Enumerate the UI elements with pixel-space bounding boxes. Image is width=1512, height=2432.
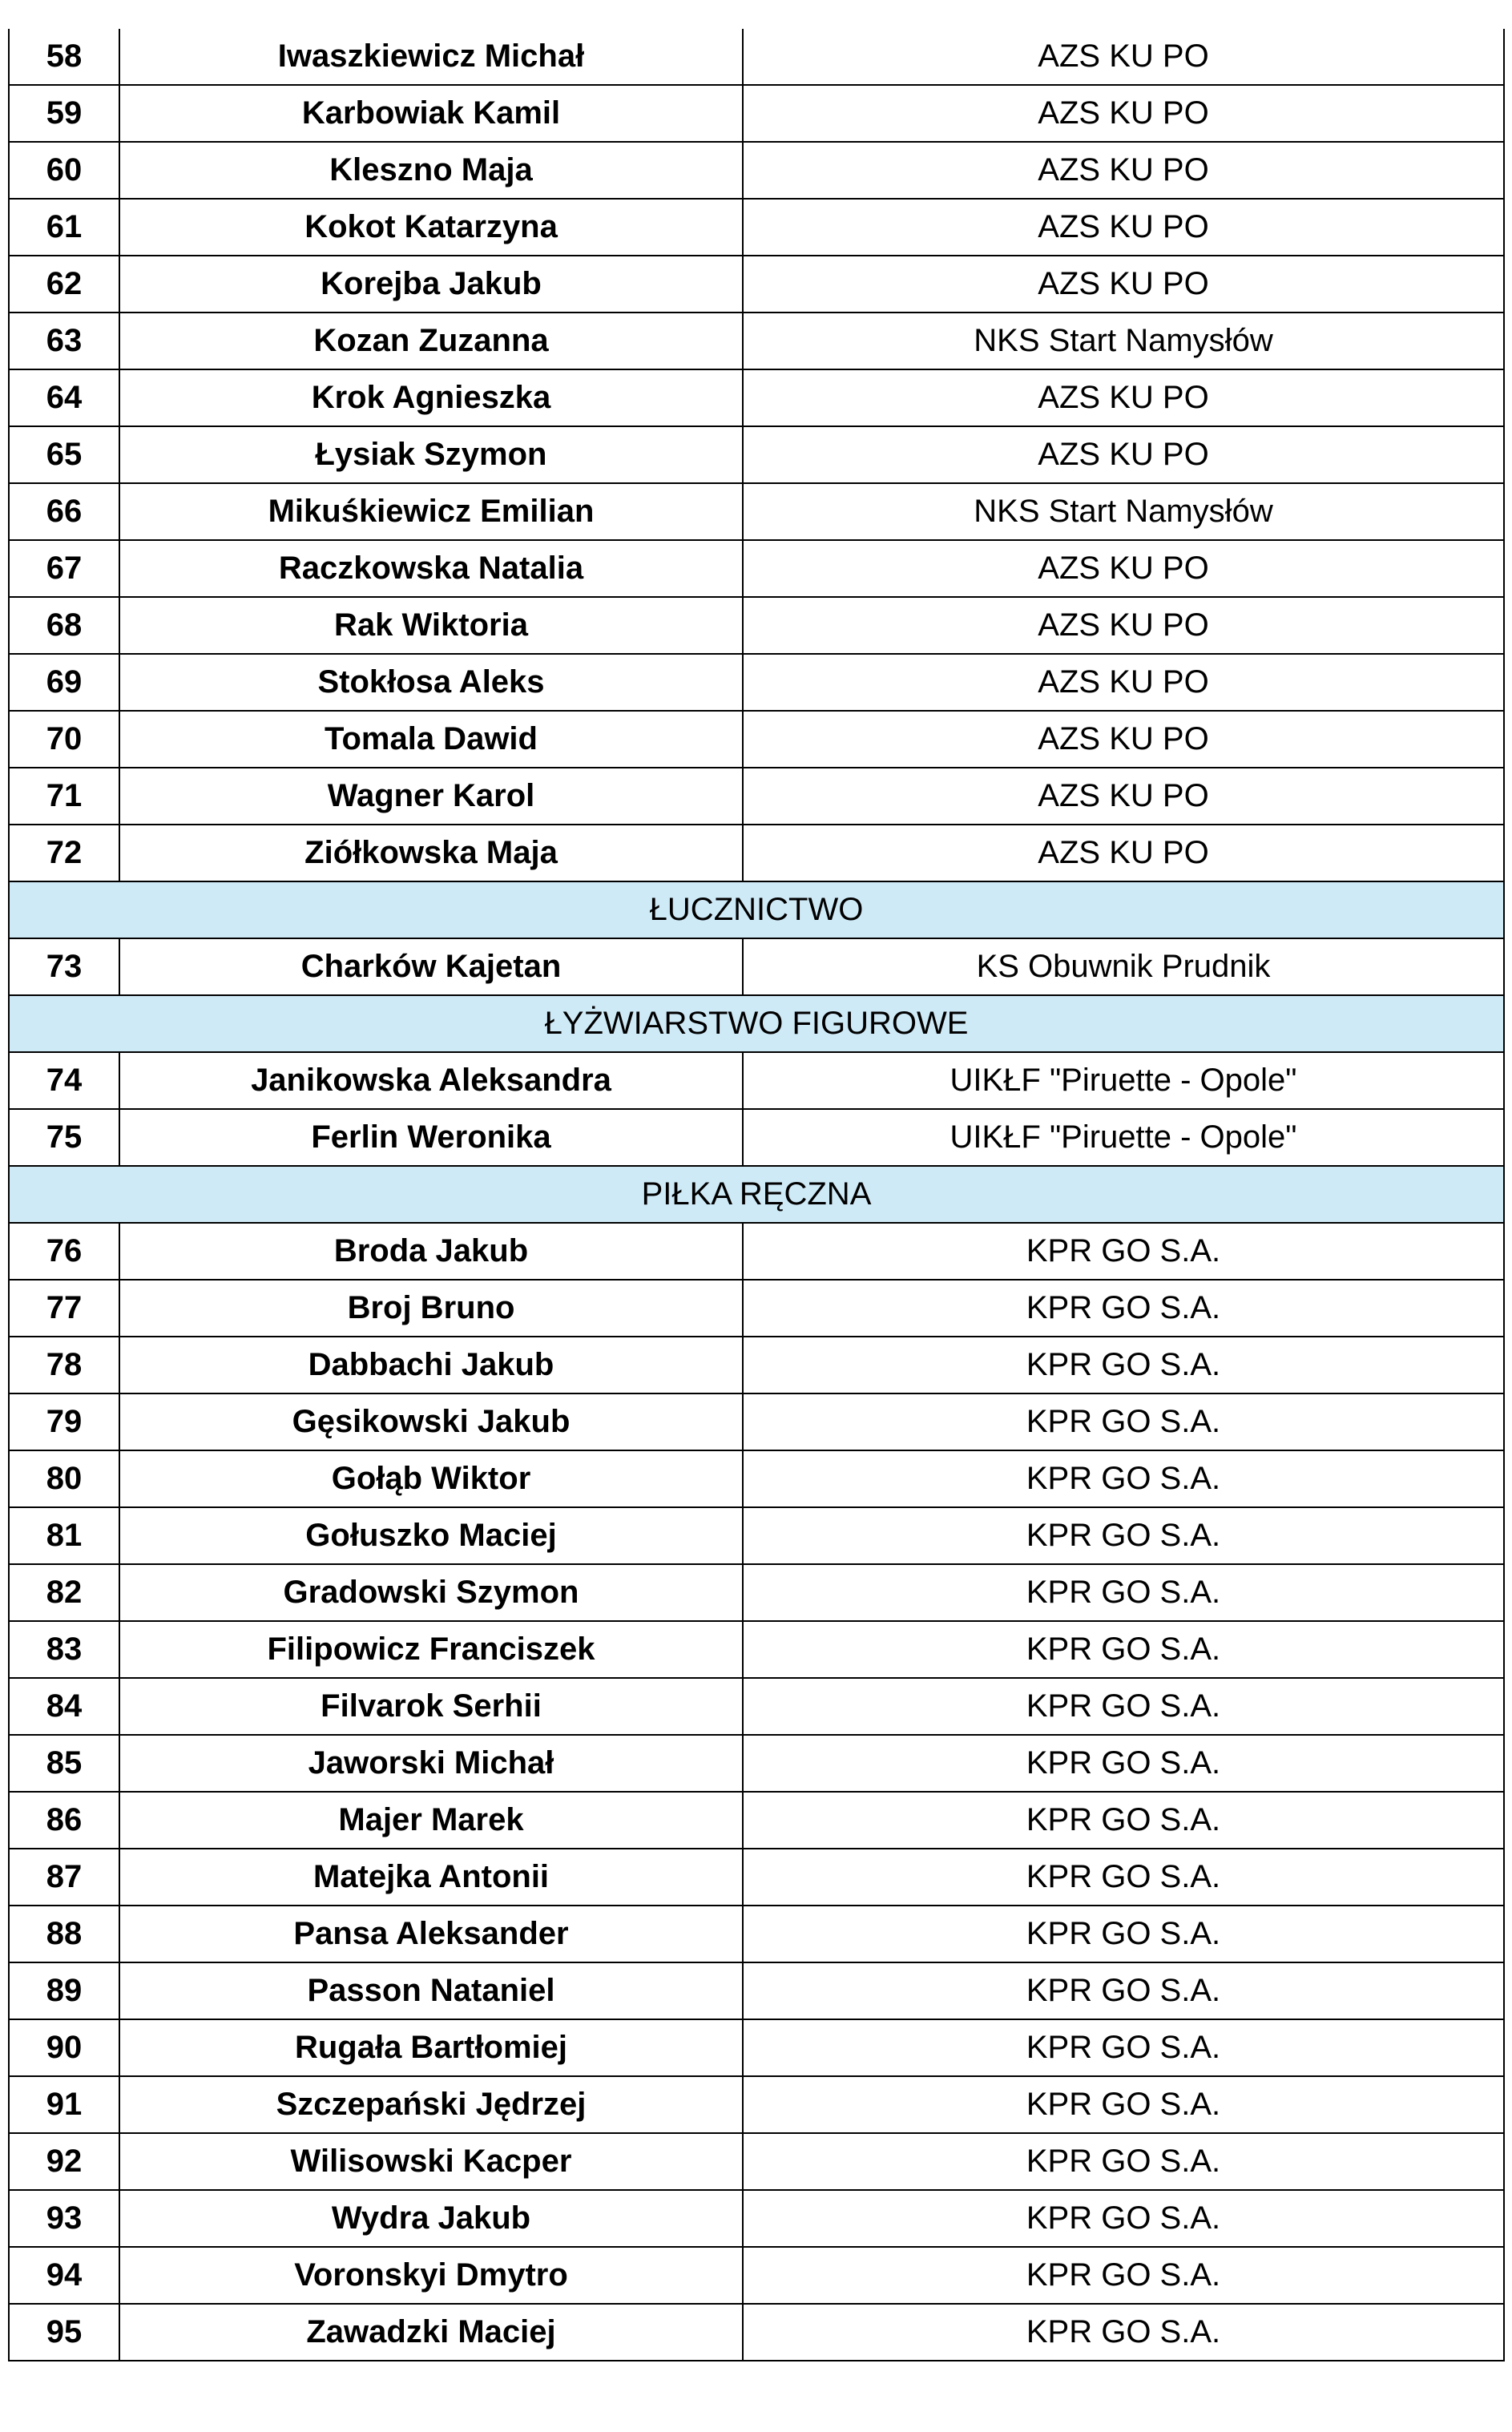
row-number: 82 bbox=[9, 1564, 119, 1621]
athlete-name: Raczkowska Natalia bbox=[119, 540, 743, 597]
row-number: 84 bbox=[9, 1678, 119, 1735]
table-row bbox=[9, 2019, 1504, 2076]
table-row bbox=[9, 85, 1504, 142]
row-number: 80 bbox=[9, 1450, 119, 1507]
athlete-name: Wilisowski Kacper bbox=[119, 2133, 743, 2190]
club-name: KPR GO S.A. bbox=[743, 1621, 1504, 1678]
club-name: KPR GO S.A. bbox=[743, 1564, 1504, 1621]
row-number: 91 bbox=[9, 2076, 119, 2133]
table-row bbox=[9, 540, 1504, 597]
club-name: AZS KU PO bbox=[743, 29, 1504, 85]
athletes-table-body bbox=[9, 29, 1504, 2361]
section-header-row bbox=[9, 1166, 1504, 1223]
club-name: UIKŁF "Piruette - Opole" bbox=[743, 1109, 1504, 1166]
section-header-row bbox=[9, 881, 1504, 938]
athlete-name: Dabbachi Jakub bbox=[119, 1337, 743, 1393]
club-name: AZS KU PO bbox=[743, 654, 1504, 711]
row-number: 67 bbox=[9, 540, 119, 597]
row-number: 60 bbox=[9, 142, 119, 199]
table-row bbox=[9, 1962, 1504, 2019]
row-number: 59 bbox=[9, 85, 119, 142]
club-name: NKS Start Namysłów bbox=[743, 313, 1504, 369]
row-number: 70 bbox=[9, 711, 119, 768]
athlete-name: Ferlin Weronika bbox=[119, 1109, 743, 1166]
club-name: NKS Start Namysłów bbox=[743, 483, 1504, 540]
club-name: AZS KU PO bbox=[743, 597, 1504, 654]
row-number: 92 bbox=[9, 2133, 119, 2190]
club-name: KPR GO S.A. bbox=[743, 1792, 1504, 1849]
table-row bbox=[9, 597, 1504, 654]
athlete-name: Majer Marek bbox=[119, 1792, 743, 1849]
club-name: KS Obuwnik Prudnik bbox=[743, 938, 1504, 995]
row-number: 66 bbox=[9, 483, 119, 540]
club-name: KPR GO S.A. bbox=[743, 2304, 1504, 2361]
athlete-name: Kozan Zuzanna bbox=[119, 313, 743, 369]
row-number: 63 bbox=[9, 313, 119, 369]
athlete-name: Tomala Dawid bbox=[119, 711, 743, 768]
athlete-name: Jaworski Michał bbox=[119, 1735, 743, 1792]
table-row bbox=[9, 2304, 1504, 2361]
club-name: KPR GO S.A. bbox=[743, 1849, 1504, 1906]
athlete-name: Pansa Aleksander bbox=[119, 1906, 743, 1962]
row-number: 74 bbox=[9, 1052, 119, 1109]
club-name: KPR GO S.A. bbox=[743, 1735, 1504, 1792]
row-number: 75 bbox=[9, 1109, 119, 1166]
table-row bbox=[9, 1735, 1504, 1792]
club-name: KPR GO S.A. bbox=[743, 1962, 1504, 2019]
athlete-name: Rak Wiktoria bbox=[119, 597, 743, 654]
table-row bbox=[9, 1337, 1504, 1393]
table-row bbox=[9, 768, 1504, 825]
row-number: 83 bbox=[9, 1621, 119, 1678]
club-name: AZS KU PO bbox=[743, 711, 1504, 768]
athlete-name: Rugała Bartłomiej bbox=[119, 2019, 743, 2076]
row-number: 76 bbox=[9, 1223, 119, 1280]
table-row bbox=[9, 1223, 1504, 1280]
table-row bbox=[9, 313, 1504, 369]
club-name: KPR GO S.A. bbox=[743, 1906, 1504, 1962]
athlete-name: Gołuszko Maciej bbox=[119, 1507, 743, 1564]
table-row bbox=[9, 1109, 1504, 1166]
athlete-name: Charków Kajetan bbox=[119, 938, 743, 995]
club-name: AZS KU PO bbox=[743, 256, 1504, 313]
club-name: AZS KU PO bbox=[743, 768, 1504, 825]
row-number: 94 bbox=[9, 2247, 119, 2304]
row-number: 81 bbox=[9, 1507, 119, 1564]
table-row bbox=[9, 1678, 1504, 1735]
club-name: KPR GO S.A. bbox=[743, 1280, 1504, 1337]
club-name: AZS KU PO bbox=[743, 540, 1504, 597]
club-name: KPR GO S.A. bbox=[743, 1507, 1504, 1564]
athlete-name: Broda Jakub bbox=[119, 1223, 743, 1280]
athlete-name: Łysiak Szymon bbox=[119, 426, 743, 483]
club-name: AZS KU PO bbox=[743, 85, 1504, 142]
club-name: KPR GO S.A. bbox=[743, 1393, 1504, 1450]
row-number: 72 bbox=[9, 825, 119, 881]
club-name: AZS KU PO bbox=[743, 825, 1504, 881]
table-row bbox=[9, 1906, 1504, 1962]
row-number: 87 bbox=[9, 1849, 119, 1906]
club-name: KPR GO S.A. bbox=[743, 2190, 1504, 2247]
athlete-name: Voronskyi Dmytro bbox=[119, 2247, 743, 2304]
table-row bbox=[9, 142, 1504, 199]
athlete-name: Gradowski Szymon bbox=[119, 1564, 743, 1621]
row-number: 95 bbox=[9, 2304, 119, 2361]
table-row bbox=[9, 825, 1504, 881]
section-header-row bbox=[9, 995, 1504, 1052]
athlete-name: Karbowiak Kamil bbox=[119, 85, 743, 142]
row-number: 71 bbox=[9, 768, 119, 825]
table-row bbox=[9, 1052, 1504, 1109]
athlete-name: Kokot Katarzyna bbox=[119, 199, 743, 256]
athlete-name: Broj Bruno bbox=[119, 1280, 743, 1337]
club-name: KPR GO S.A. bbox=[743, 2076, 1504, 2133]
table-row bbox=[9, 1621, 1504, 1678]
club-name: KPR GO S.A. bbox=[743, 1337, 1504, 1393]
club-name: AZS KU PO bbox=[743, 426, 1504, 483]
athlete-name: Ziółkowska Maja bbox=[119, 825, 743, 881]
section-title: ŁUCZNICTWO bbox=[9, 881, 1504, 938]
club-name: AZS KU PO bbox=[743, 369, 1504, 426]
club-name: AZS KU PO bbox=[743, 142, 1504, 199]
club-name: KPR GO S.A. bbox=[743, 2247, 1504, 2304]
table-row bbox=[9, 1393, 1504, 1450]
club-name: KPR GO S.A. bbox=[743, 2019, 1504, 2076]
row-number: 62 bbox=[9, 256, 119, 313]
table-row bbox=[9, 938, 1504, 995]
athlete-name: Korejba Jakub bbox=[119, 256, 743, 313]
row-number: 85 bbox=[9, 1735, 119, 1792]
table-row bbox=[9, 29, 1504, 85]
row-number: 68 bbox=[9, 597, 119, 654]
table-row bbox=[9, 711, 1504, 768]
row-number: 88 bbox=[9, 1906, 119, 1962]
section-title: ŁYŻWIARSTWO FIGUROWE bbox=[9, 995, 1504, 1052]
row-number: 58 bbox=[9, 29, 119, 85]
club-name: KPR GO S.A. bbox=[743, 2133, 1504, 2190]
table-row bbox=[9, 2190, 1504, 2247]
table-row bbox=[9, 2076, 1504, 2133]
table-row bbox=[9, 654, 1504, 711]
table-row bbox=[9, 2133, 1504, 2190]
row-number: 79 bbox=[9, 1393, 119, 1450]
athlete-name: Stokłosa Aleks bbox=[119, 654, 743, 711]
row-number: 65 bbox=[9, 426, 119, 483]
row-number: 61 bbox=[9, 199, 119, 256]
row-number: 73 bbox=[9, 938, 119, 995]
athlete-name: Gęsikowski Jakub bbox=[119, 1393, 743, 1450]
athlete-name: Kleszno Maja bbox=[119, 142, 743, 199]
athlete-name: Matejka Antonii bbox=[119, 1849, 743, 1906]
table-row bbox=[9, 369, 1504, 426]
table-row bbox=[9, 1792, 1504, 1849]
athlete-name: Szczepański Jędrzej bbox=[119, 2076, 743, 2133]
athlete-name: Filipowicz Franciszek bbox=[119, 1621, 743, 1678]
athlete-name: Wydra Jakub bbox=[119, 2190, 743, 2247]
club-name: KPR GO S.A. bbox=[743, 1450, 1504, 1507]
section-title: PIŁKA RĘCZNA bbox=[9, 1166, 1504, 1223]
athlete-name: Passon Nataniel bbox=[119, 1962, 743, 2019]
table-row bbox=[9, 1507, 1504, 1564]
row-number: 86 bbox=[9, 1792, 119, 1849]
table-row bbox=[9, 426, 1504, 483]
club-name: UIKŁF "Piruette - Opole" bbox=[743, 1052, 1504, 1109]
row-number: 78 bbox=[9, 1337, 119, 1393]
athlete-name: Wagner Karol bbox=[119, 768, 743, 825]
table-row bbox=[9, 1849, 1504, 1906]
row-number: 93 bbox=[9, 2190, 119, 2247]
table-row bbox=[9, 1280, 1504, 1337]
row-number: 90 bbox=[9, 2019, 119, 2076]
athletes-table bbox=[8, 29, 1505, 2361]
club-name: KPR GO S.A. bbox=[743, 1223, 1504, 1280]
athlete-name: Filvarok Serhii bbox=[119, 1678, 743, 1735]
athlete-name: Janikowska Aleksandra bbox=[119, 1052, 743, 1109]
row-number: 77 bbox=[9, 1280, 119, 1337]
row-number: 64 bbox=[9, 369, 119, 426]
table-row bbox=[9, 483, 1504, 540]
athlete-name: Krok Agnieszka bbox=[119, 369, 743, 426]
table-row bbox=[9, 199, 1504, 256]
club-name: AZS KU PO bbox=[743, 199, 1504, 256]
athlete-name: Iwaszkiewicz Michał bbox=[119, 29, 743, 85]
table-row bbox=[9, 2247, 1504, 2304]
athlete-name: Zawadzki Maciej bbox=[119, 2304, 743, 2361]
table-row bbox=[9, 1564, 1504, 1621]
club-name: KPR GO S.A. bbox=[743, 1678, 1504, 1735]
athlete-name: Gołąb Wiktor bbox=[119, 1450, 743, 1507]
table-row bbox=[9, 256, 1504, 313]
athlete-name: Mikuśkiewicz Emilian bbox=[119, 483, 743, 540]
row-number: 89 bbox=[9, 1962, 119, 2019]
table-row bbox=[9, 1450, 1504, 1507]
row-number: 69 bbox=[9, 654, 119, 711]
